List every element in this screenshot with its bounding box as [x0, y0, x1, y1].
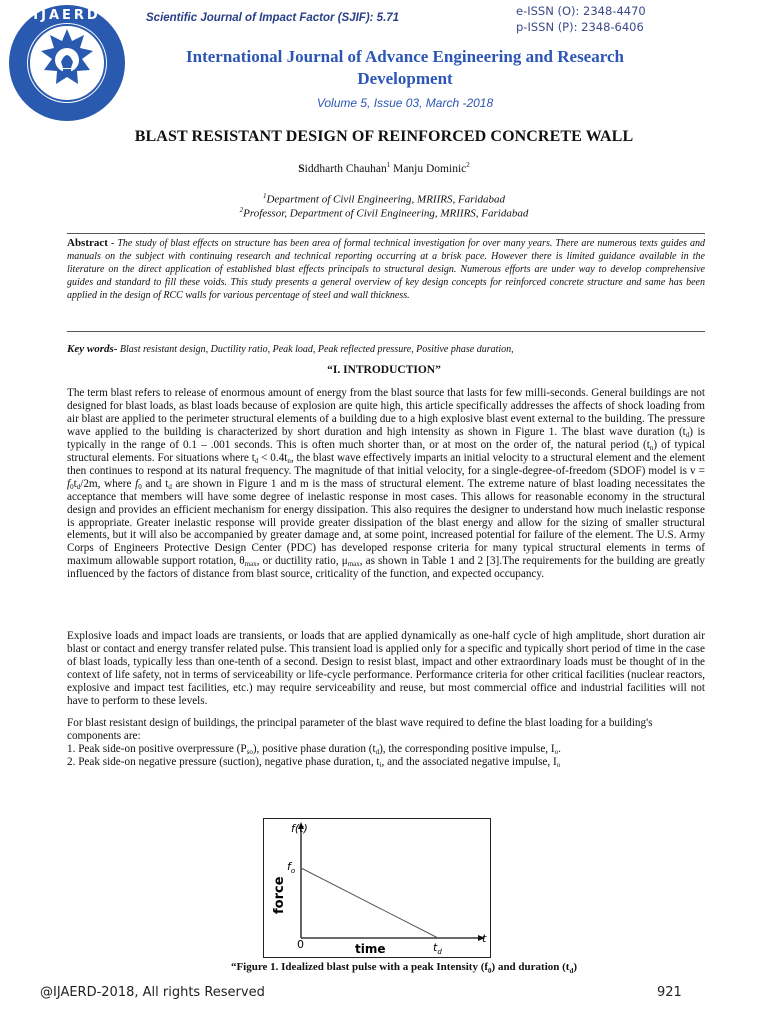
x-axis-label: time [355, 942, 386, 956]
x-axis-symbol: t [482, 932, 487, 945]
list-item: 2. Peak side-on negative pressure (suction), negative phase duration, $t_i$, and the associated negative impulse, $I_o$ [67, 755, 561, 769]
abstract-bottom-rule [67, 331, 705, 332]
paper-title: BLAST RESISTANT DESIGN OF REINFORCED CONCRETE WALL [134, 128, 634, 145]
intro-paragraph-2: Explosive loads and impact loads are transients, or loads that are applied dynamically as one-half cycle of high amplitude, short duration air blast or contact and energy transfer related pulse. This transient load is applied only for a specific and typically short period of time in the case of blast loads, typically less than one-tenth of a second. Design to resist blast, impact and other extraordinary loads must be thought of in the context of life safety, not in terms of serviceability or life-cycle performance. Performance criteria for other critical facilities (nuclear reactors, explosive and impact test facilities, etc.) may require serviceability and reuse, but most commercial office and industrial facilities will not have to perform to these levels. [67, 630, 705, 707]
author2-name: Manju Dominic [393, 162, 467, 175]
issn-block [516, 3, 646, 35]
abstract-label: Abstract [67, 237, 108, 249]
intro-paragraph-1: The term blast refers to release of enormous amount of energy from the blast source that lasts for few milli-seconds. General buildings are not designed for blast loads, as blast loads because of explosion are quite high, this article specifically addresses the affects of shock loading from air blast are applied to the perimeter structural elements of a building due to a high explosive blast event external to the building. The pressure wave applied to the building is characterized by short duration and high intensity as shown in Figure 1. The blast wave duration $(t_d)$ is typically in the range of 0.1 – .001 seconds. This is often much shorter than, or at most on the order of, the natural period $(t_n)$ of typical structural elements. For situations where $t_d < 0.4t_n$, the blast wave effectively imparts an initial velocity to a structural element and the element then continues to respond at its natural frequency. The magnitude of that initial velocity, for a single-degree-of-freedom (SDOF) model is $v = f_0t_d/2m$, where $f_0$ and $t_d$ are shown in Figure 1 and m is the mass of structural element. The extreme nature of blast loading necessitates the acceptance that members will have some degree of inelastic response in most cases. This allows for reasonable economy in the structural design and provides an efficient mechanism for energy dissipation. This also requires the designer to understand how much inelastic response is appropriate. Greater inelastic response will provide greater dissipation of the blast energy and allow for the sizing of smaller structural elements, but it will also be accompanied by greater damage and, at some point, increased potential for failure of the element. The U.S. Army Corps of Engineers Protective Design Center (PDC) has developed response criteria for many typical structural elements in terms of maximum allowable support rotation, $\theta_{max}$, or ductility ratio, $\mu_{max}$, as shown in Table 1 and 2 [3].The requirements for the building are greatly influenced by the factors of distance from blast source, criticality of the function, and expected occupancy. [67, 387, 706, 581]
journal-name: International Journal of Advance Engineering and Research Development [186, 47, 624, 88]
affiliation-1: $^1$Department of Civil Engineering, MRIIRS, Faridabad [262, 192, 506, 206]
y-axis-label: force [272, 876, 287, 914]
journal-logo [6, 2, 128, 124]
affiliation-2: $^2$Professor, Department of Civil Engineering, MRIIRS, Faridabad [239, 206, 529, 220]
volume-issue: Volume 5, Issue 03, March -2018 [316, 96, 494, 110]
author1-initial: S [298, 162, 305, 175]
intro-paragraph-3 [67, 717, 705, 769]
section-heading-introduction: “I. INTRODUCTION” [327, 364, 441, 376]
figure-frame [264, 819, 491, 958]
origin-label: 0 [297, 938, 304, 951]
duration-label: $t_d$ [433, 941, 442, 956]
keywords-label: Key words- [67, 343, 118, 355]
logo-text: IJAERD [33, 8, 101, 23]
sjif-impact-factor: Scientific Journal of Impact Factor (SJIF): 5.71 [146, 12, 400, 24]
keywords [67, 343, 705, 355]
abstract-top-rule [67, 233, 705, 234]
pissn: p-ISSN (P): 2348-6406 [516, 20, 644, 34]
footer-copyright: @IJAERD-2018, All rights Reserved [40, 985, 265, 1000]
abstract [67, 237, 705, 302]
y-axis-title: f(t) [291, 822, 308, 835]
keywords-text: Blast resistant design, Ductility ratio, Peak load, Peak reflected pressure, Positive phase duration, [117, 344, 514, 355]
blast-parameters-intro: For blast resistant design of buildings, the principal parameter of the blast wave required to define the blast loading for a building's components are: [67, 717, 653, 742]
author1-name: iddharth Chauhan [304, 162, 387, 175]
page-number: 921 [657, 985, 682, 1000]
blast-pulse-figure [263, 818, 491, 958]
abstract-text: - The study of blast effects on structure has been area of formal technical investigation for over many years. There are numerous texts guides and manuals on the subject with continuing research and technical reporting occurring at a brisk pace. However there is limited guidance available in the literature on the direct application of established blast effects principals to structural design. Numerous efforts are under way to develop comprehensive guides and standard to fill these voids. This study presents a general overview of key design concepts for reinforced concrete structure and same has been applied in the design of RCC walls for various percentage of steel and wall thickness. [67, 238, 705, 301]
list-item: 1. Peak side-on positive overpressure $(P_{so})$, positive phase duration $(t_d)$, the corresponding positive impulse, $I_o$. [67, 742, 561, 756]
peak-label: $f_o$ [287, 860, 296, 875]
figure-caption: “Figure 1. Idealized blast pulse with a peak Intensity $(f_0)$ and duration $(t_d)$ [230, 961, 578, 976]
authors: Siddharth Chauhan$^1$ Manju Dominic$^2$ [298, 161, 470, 175]
eissn: e-ISSN (O): 2348-4470 [516, 4, 646, 18]
